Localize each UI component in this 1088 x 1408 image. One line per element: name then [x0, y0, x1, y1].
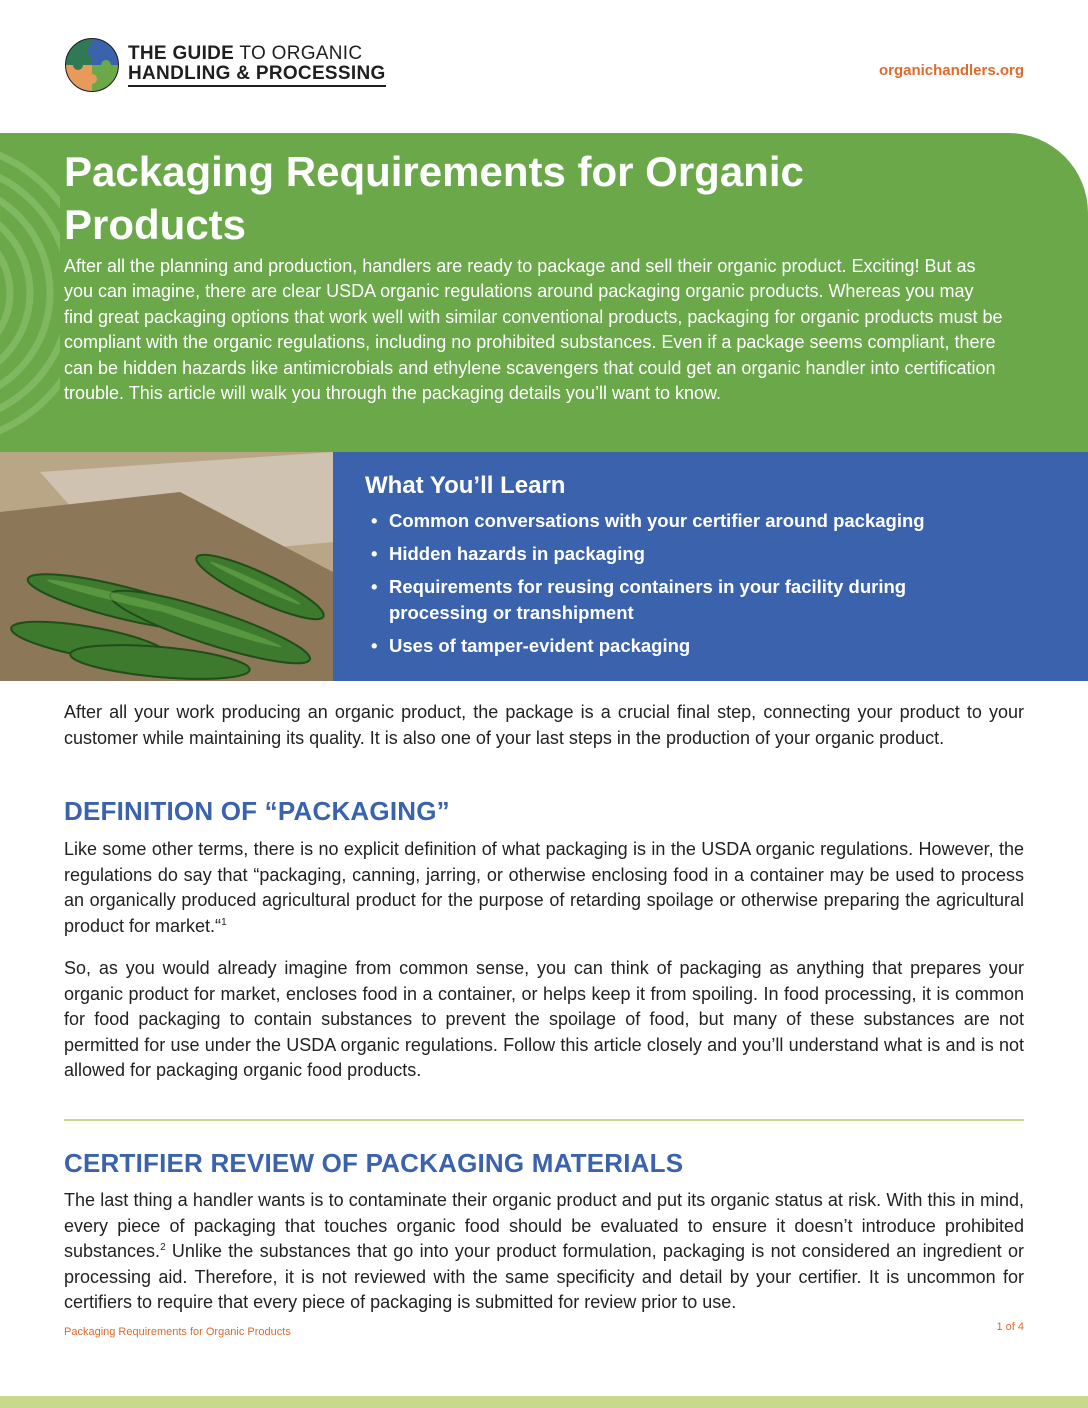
learn-item-text: Common conversations with your certifier around packaging [389, 510, 925, 531]
page-title: Packaging Requirements for Organic Products [64, 148, 804, 248]
learn-item-text: Uses of tamper-evident packaging [389, 635, 691, 656]
logo-wordmark [128, 44, 386, 87]
bullet-icon: • [371, 635, 378, 656]
section-heading-certifier-review: CERTIFIER REVIEW OF PACKAGING MATERIALS [64, 1148, 684, 1178]
bullet-icon: • [371, 576, 378, 597]
bullet-icon: • [371, 510, 378, 531]
list-item [365, 508, 965, 534]
page-number: 1 of 4 [996, 1321, 1024, 1333]
learn-item-text: Requirements for reusing containers in your facility during processing or transhipment [389, 576, 907, 623]
list-item [365, 574, 965, 626]
hero-banner [0, 133, 1088, 452]
site-logo[interactable] [64, 37, 386, 93]
what-youll-learn-panel [333, 452, 1088, 681]
bullet-icon: • [371, 543, 378, 564]
footer-doc-title: Packaging Requirements for Organic Products [64, 1326, 291, 1338]
logo-line2: HANDLING & PROCESSING [128, 64, 386, 87]
cucumbers-photo [0, 452, 333, 681]
certifier-text-b: Unlike the substances that go into your product formulation, packaging is not considered an ingredient or processing aid. Therefore, it is not reviewed with the same specificity and detail by your certifier. It is uncommon for certifiers to require that every piece of packaging is submitted for review prior to use. [64, 1241, 1024, 1312]
certifier-review-paragraph [64, 1188, 1024, 1316]
intro-paragraph: After all your work producing an organic product, the package is a crucial final step, connecting your product to your customer while maintaining its quality. It is also one of your last steps in the production of your organic product. [64, 702, 1024, 748]
section-divider [64, 1119, 1024, 1121]
definition-text: Like some other terms, there is no explicit definition of what packaging is in the USDA organic regulations. However, the regulations do say that “packaging, canning, jarring, or otherwise enclosing food in a container may be used to process an organically produced agricultural product for the purpose of retarding spoilage or otherwise preparing the agricultural product for market.“ [64, 839, 1024, 936]
definition-paragraph-1 [64, 837, 1024, 939]
logo-line1-rest: TO ORGANIC [234, 42, 363, 64]
concentric-arcs-decoration [0, 133, 60, 452]
footer-accent-bar [0, 1396, 1088, 1408]
puzzle-logo-icon [64, 37, 120, 93]
logo-line1-bold: THE GUIDE [128, 42, 235, 64]
section-heading-definition: DEFINITION OF “PACKAGING” [64, 796, 450, 826]
learn-title: What You’ll Learn [365, 472, 566, 499]
certifier-text-a: The last thing a handler wants is to contaminate their organic product and put its organic status at risk. With this in mind, every piece of packaging that touches organic food should be evaluated to ensure it doesn’t introduce prohibited substances. [64, 1190, 1024, 1261]
site-url-link[interactable]: organichandlers.org [878, 62, 1024, 79]
learn-item-text: Hidden hazards in packaging [389, 543, 645, 564]
hero-intro: After all the planning and production, handlers are ready to package and sell their organic product. Exciting! But as you can imagine, there are clear USDA organic regulations around packaging organic products. Whereas you may find great packaging options that work well with similar conventional products, packaging for organic products must be compliant with the organic regulations, including no prohibited substances. Even if a package seems compliant, there can be hidden hazards like antimicrobials and ethylene scavengers that could get an organic handler into certification trouble. This article will walk you through the packaging details you’ll want to know. [64, 256, 1003, 404]
footnote-ref-1[interactable]: 1 [221, 916, 227, 928]
learn-list [365, 508, 965, 666]
definition-paragraph-2: So, as you would already imagine from common sense, you can think of packaging as anything that prepares your organic product for market, encloses food in a container, or helps keep it from spoiling. In food processing, it is common for food packaging to contain substances to prevent the spoilage of food, but many of these substances are not permitted for use under the USDA organic regulations. Follow this article closely and you’ll understand what is and is not allowed for packaging organic food products. [64, 958, 1024, 1080]
list-item [365, 633, 965, 659]
list-item [365, 541, 965, 567]
footnote-ref-2[interactable]: 2 [160, 1242, 166, 1253]
